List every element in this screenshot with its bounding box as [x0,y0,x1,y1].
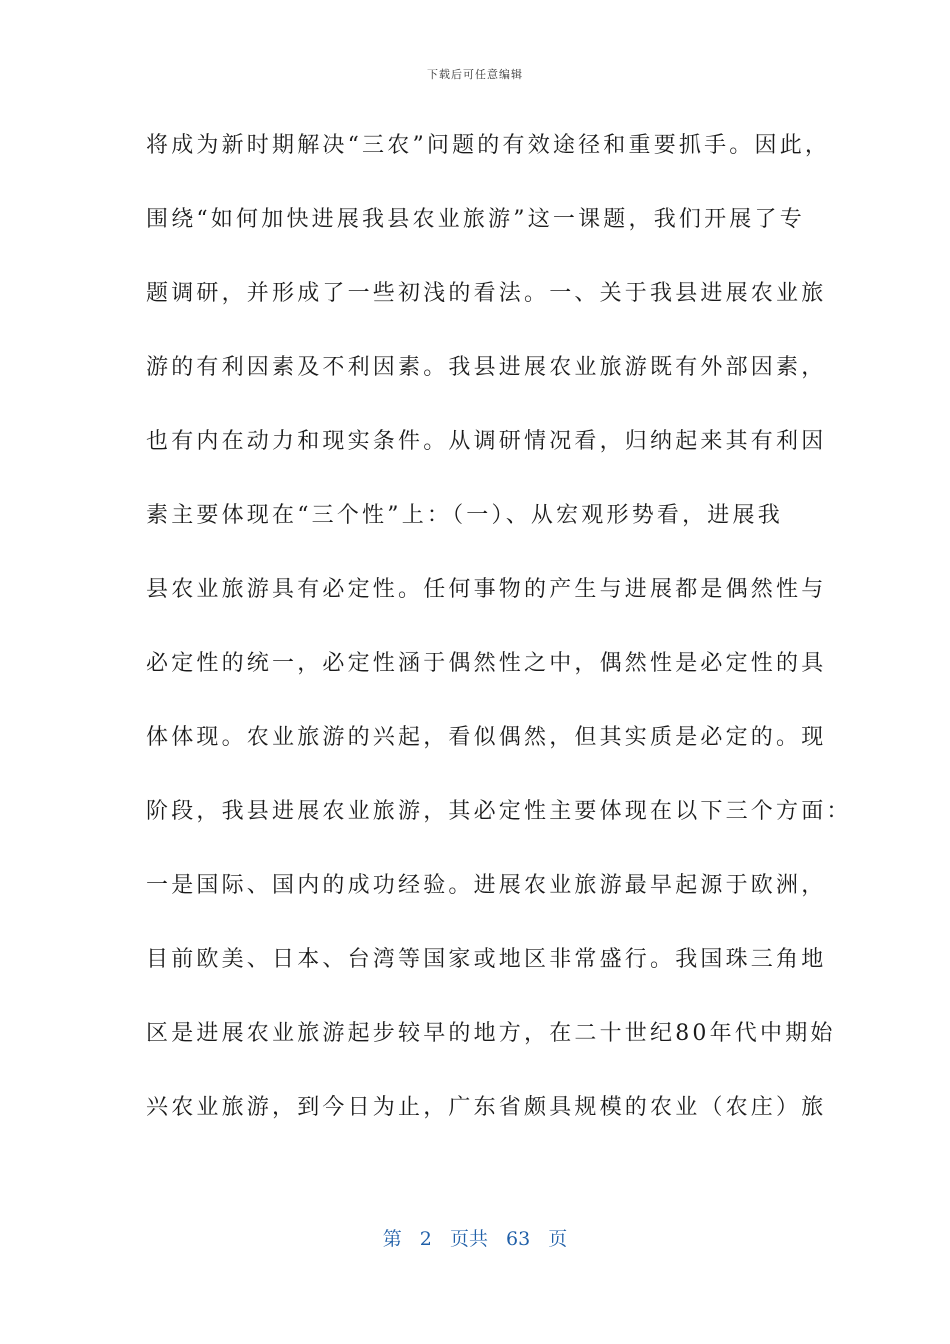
page-prefix: 第 [382,1228,402,1250]
body-line: 一是国际、国内的成功经验。进展农业旅游最早起源于欧洲， [146,873,827,898]
body-line: 游的有利因素及不利因素。我县进展农业旅游既有外部因素， [146,355,827,380]
body-line: 区是进展农业旅游起步较早的地方，在二十世纪80年代中期始 [146,1021,836,1046]
body-line: 阶段，我县进展农业旅游，其必定性主要体现在以下三个方面： [146,799,852,824]
page-middle: 页共 [449,1228,488,1250]
body-line: 目前欧美、日本、台湾等国家或地区非常盛行。我国珠三角地 [146,947,827,972]
body-line: 素主要体现在“三个性”上：（一）、从宏观形势看，进展我 [146,503,783,528]
page-total: 63 [506,1228,531,1250]
page-suffix: 页 [548,1228,568,1250]
document-body [146,122,852,1158]
body-line: 将成为新时期解决“三农”问题的有效途径和重要抓手。因此， [146,133,831,158]
page-number-footer [0,1224,950,1251]
page-header: 下载后可任意编辑 [427,68,523,81]
body-line: 也有内在动力和现实条件。从调研情况看，归纳起来其有利因 [146,429,827,454]
body-line: 必定性的统一，必定性涵于偶然性之中，偶然性是必定性的具 [146,651,827,676]
body-line: 兴农业旅游，到今日为止，广东省颇具规模的农业（农庄）旅 [146,1095,827,1120]
body-line: 县农业旅游具有必定性。任何事物的产生与进展都是偶然性与 [146,577,827,602]
body-line: 体体现。农业旅游的兴起，看似偶然，但其实质是必定的。现 [146,725,827,750]
body-line: 围绕“如何加快进展我县农业旅游”这一课题，我们开展了专 [146,207,805,232]
body-line: 题调研，并形成了一些初浅的看法。一、关于我县进展农业旅 [146,281,827,306]
page-current: 2 [419,1228,432,1250]
